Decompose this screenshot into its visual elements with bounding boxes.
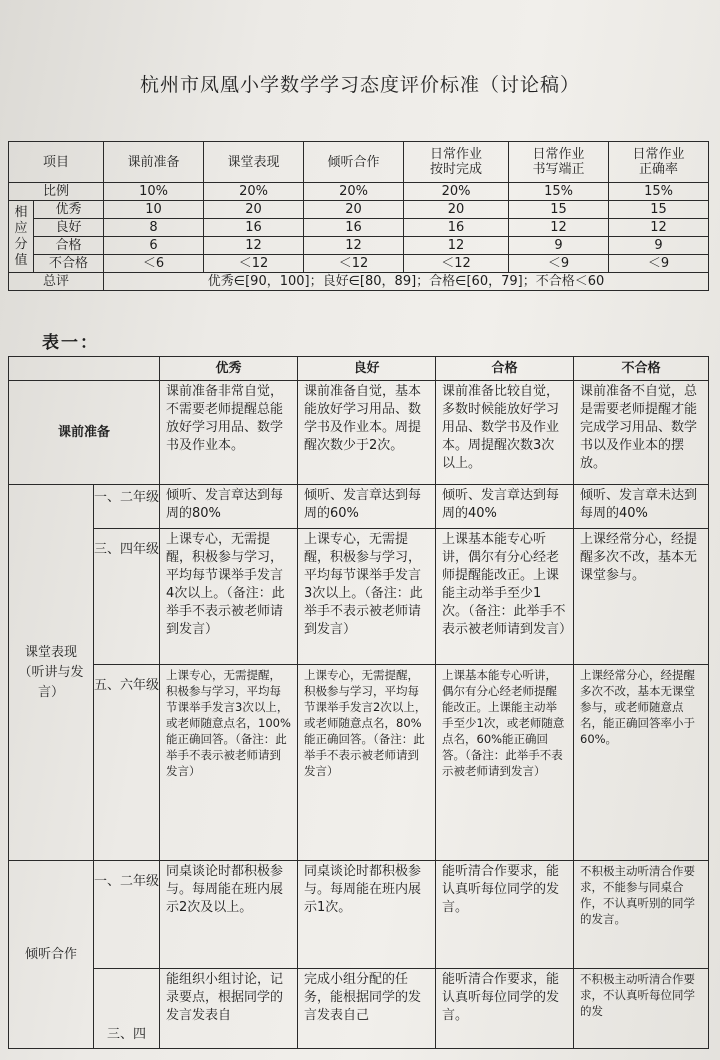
table-row [9, 219, 709, 237]
ratio-cell: 10% [104, 183, 204, 201]
criteria-cell: 能听清合作要求，能认真听每位同学的发言。 [436, 969, 574, 1049]
score-cell: ＜12 [304, 255, 404, 273]
score-cell: 16 [404, 219, 509, 237]
criteria-cell: 课前准备不自觉，总是需要老师提醒才能完成学习用品、数学书以及作业本的摆放。 [574, 381, 709, 485]
header-cell: 日常作业按时完成 [404, 142, 509, 183]
criteria-cell: 完成小组分配的任务，能根据同学的发言发表自己 [298, 969, 436, 1049]
score-cell: 16 [304, 219, 404, 237]
document-title: 杭州市凤凰小学数学学习态度评价标准（讨论稿） [139, 74, 580, 96]
criteria-cell: 不积极主动听清合作要求，不能参与同桌合作，不认真听别的同学的发言。 [574, 861, 709, 969]
table-row [9, 529, 709, 665]
table-row [9, 665, 709, 861]
criteria-cell: 不积极主动听清合作要求，不认真听每位同学的发 [574, 969, 709, 1049]
score-cell: ＜6 [104, 255, 204, 273]
criteria-table [8, 356, 709, 1049]
score-cell: 9 [609, 237, 709, 255]
level-label: 优秀 [34, 201, 104, 219]
header-cell: 合格 [436, 357, 574, 381]
grade-label: 三、四 [94, 969, 160, 1049]
grade-label: 五、六年级 [94, 665, 160, 861]
row-label: 课前准备 [9, 381, 160, 485]
criteria-cell: 课前准备自觉，基本能放好学习用品、数学书及作业本。周提醒次数少于2次。 [298, 381, 436, 485]
row-label: 课堂表现（听讲与发言） [9, 485, 94, 861]
table-row [9, 969, 709, 1049]
score-cell: ＜9 [509, 255, 609, 273]
header-cell: 课前准备 [104, 142, 204, 183]
score-cell: ＜12 [404, 255, 509, 273]
criteria-cell: 上课基本能专心听讲，偶尔有分心经老师提醒能改正。上课能主动举手至少1次。（备注：此举手不表示被老师请到发言） [436, 529, 574, 665]
criteria-cell: 课前准备非常自觉，不需要老师提醒总能放好学习用品、数学书及作业本。 [160, 381, 298, 485]
criteria-cell: 上课经常分心，经提醒多次不改，基本无课堂参与，或老师随意点名，能正确回答率小于60%。 [574, 665, 709, 861]
criteria-cell: 上课专心，无需提醒，积极参与学习，平均每节课举手发言3次以上，或老师随意点名，100%能正确回答。（备注：此举手不表示被老师请到发言） [160, 665, 298, 861]
header-cell: 课堂表现 [204, 142, 304, 183]
header-cell: 良好 [298, 357, 436, 381]
criteria-cell: 同桌谈论时都积极参与。每周能在班内展示2次及以上。 [160, 861, 298, 969]
criteria-cell: 倾听、发言章达到每周的40% [436, 485, 574, 529]
row-label: 倾听合作 [9, 861, 94, 1049]
score-cell: 20 [304, 201, 404, 219]
criteria-cell: 上课经常分心，经提醒多次不改，基本无课堂参与。 [574, 529, 709, 665]
grade-label: 一、二年级 [94, 861, 160, 969]
table-label: 表一： [42, 333, 99, 353]
summary-text: 优秀∈[90，100]；良好∈[80，89]；合格∈[60，79]；不合格＜60 [104, 273, 709, 291]
ratio-cell: 15% [609, 183, 709, 201]
score-cell: 10 [104, 201, 204, 219]
summary-label: 总评 [9, 273, 104, 291]
table-header-row [9, 357, 709, 381]
header-cell: 优秀 [160, 357, 298, 381]
criteria-cell: 上课专心，无需提醒，积极参与学习，平均每节课举手发言3次以上。（备注：此举手不表示被老师请到发言） [298, 529, 436, 665]
criteria-cell: 上课专心，无需提醒，积极参与学习，平均每节课举手发言2次以上，或老师随意点名，80%能正确回答。（备注：此举手不表示被老师请到发言） [298, 665, 436, 861]
score-cell: 8 [104, 219, 204, 237]
side-label: 相 应 分 值 [9, 201, 34, 273]
criteria-cell: 课前准备比较自觉，多数时候能放好学习用品、数学书及作业本。周提醒次数3次以上。 [436, 381, 574, 485]
criteria-cell: 上课专心，无需提醒，积极参与学习，平均每节课举手发言4次以上。（备注：此举手不表示被老师请到发言） [160, 529, 298, 665]
score-cell: 6 [104, 237, 204, 255]
criteria-cell: 倾听、发言章达到每周的60% [298, 485, 436, 529]
table-row [9, 201, 709, 219]
score-cell: 9 [509, 237, 609, 255]
table-header-row [9, 142, 709, 183]
level-label: 良好 [34, 219, 104, 237]
ratio-label: 比例 [9, 183, 104, 201]
criteria-cell: 能听清合作要求，能认真听每位同学的发言。 [436, 861, 574, 969]
criteria-cell: 倾听、发言章达到每周的80% [160, 485, 298, 529]
table-row [9, 255, 709, 273]
ratio-cell: 15% [509, 183, 609, 201]
ratio-row [9, 183, 709, 201]
criteria-cell: 能组织小组讨论，记录要点，根据同学的发言发表自 [160, 969, 298, 1049]
score-cell: 20 [204, 201, 304, 219]
table-row [9, 861, 709, 969]
score-cell: 20 [404, 201, 509, 219]
score-cell: 15 [609, 201, 709, 219]
grade-label: 一、二年级 [94, 485, 160, 529]
level-label: 合格 [34, 237, 104, 255]
criteria-cell: 倾听、发言章未达到每周的40% [574, 485, 709, 529]
header-cell: 倾听合作 [304, 142, 404, 183]
header-cell: 日常作业书写端正 [509, 142, 609, 183]
summary-row [9, 273, 709, 291]
score-cell: ＜9 [609, 255, 709, 273]
score-cell: 12 [404, 237, 509, 255]
score-cell: 12 [204, 237, 304, 255]
grade-label: 三、四年级 [94, 529, 160, 665]
criteria-cell: 同桌谈论时都积极参与。每周能在班内展示1次。 [298, 861, 436, 969]
score-cell: 15 [509, 201, 609, 219]
score-cell: 12 [609, 219, 709, 237]
score-cell: 12 [304, 237, 404, 255]
header-cell-empty [9, 357, 160, 381]
table-row [9, 381, 709, 485]
ratio-cell: 20% [204, 183, 304, 201]
header-cell: 不合格 [574, 357, 709, 381]
table-row [9, 485, 709, 529]
score-cell: 12 [509, 219, 609, 237]
score-weight-table [8, 141, 709, 291]
header-cell: 项目 [9, 142, 104, 183]
table-row [9, 237, 709, 255]
header-cell: 日常作业正确率 [609, 142, 709, 183]
ratio-cell: 20% [404, 183, 509, 201]
score-cell: 16 [204, 219, 304, 237]
criteria-cell: 上课基本能专心听讲，偶尔有分心经老师提醒能改正。上课能主动举手至少1次，或老师随意点名，60%能正确回答。（备注：此举手不表示被老师请到发言） [436, 665, 574, 861]
ratio-cell: 20% [304, 183, 404, 201]
score-cell: ＜12 [204, 255, 304, 273]
level-label: 不合格 [34, 255, 104, 273]
